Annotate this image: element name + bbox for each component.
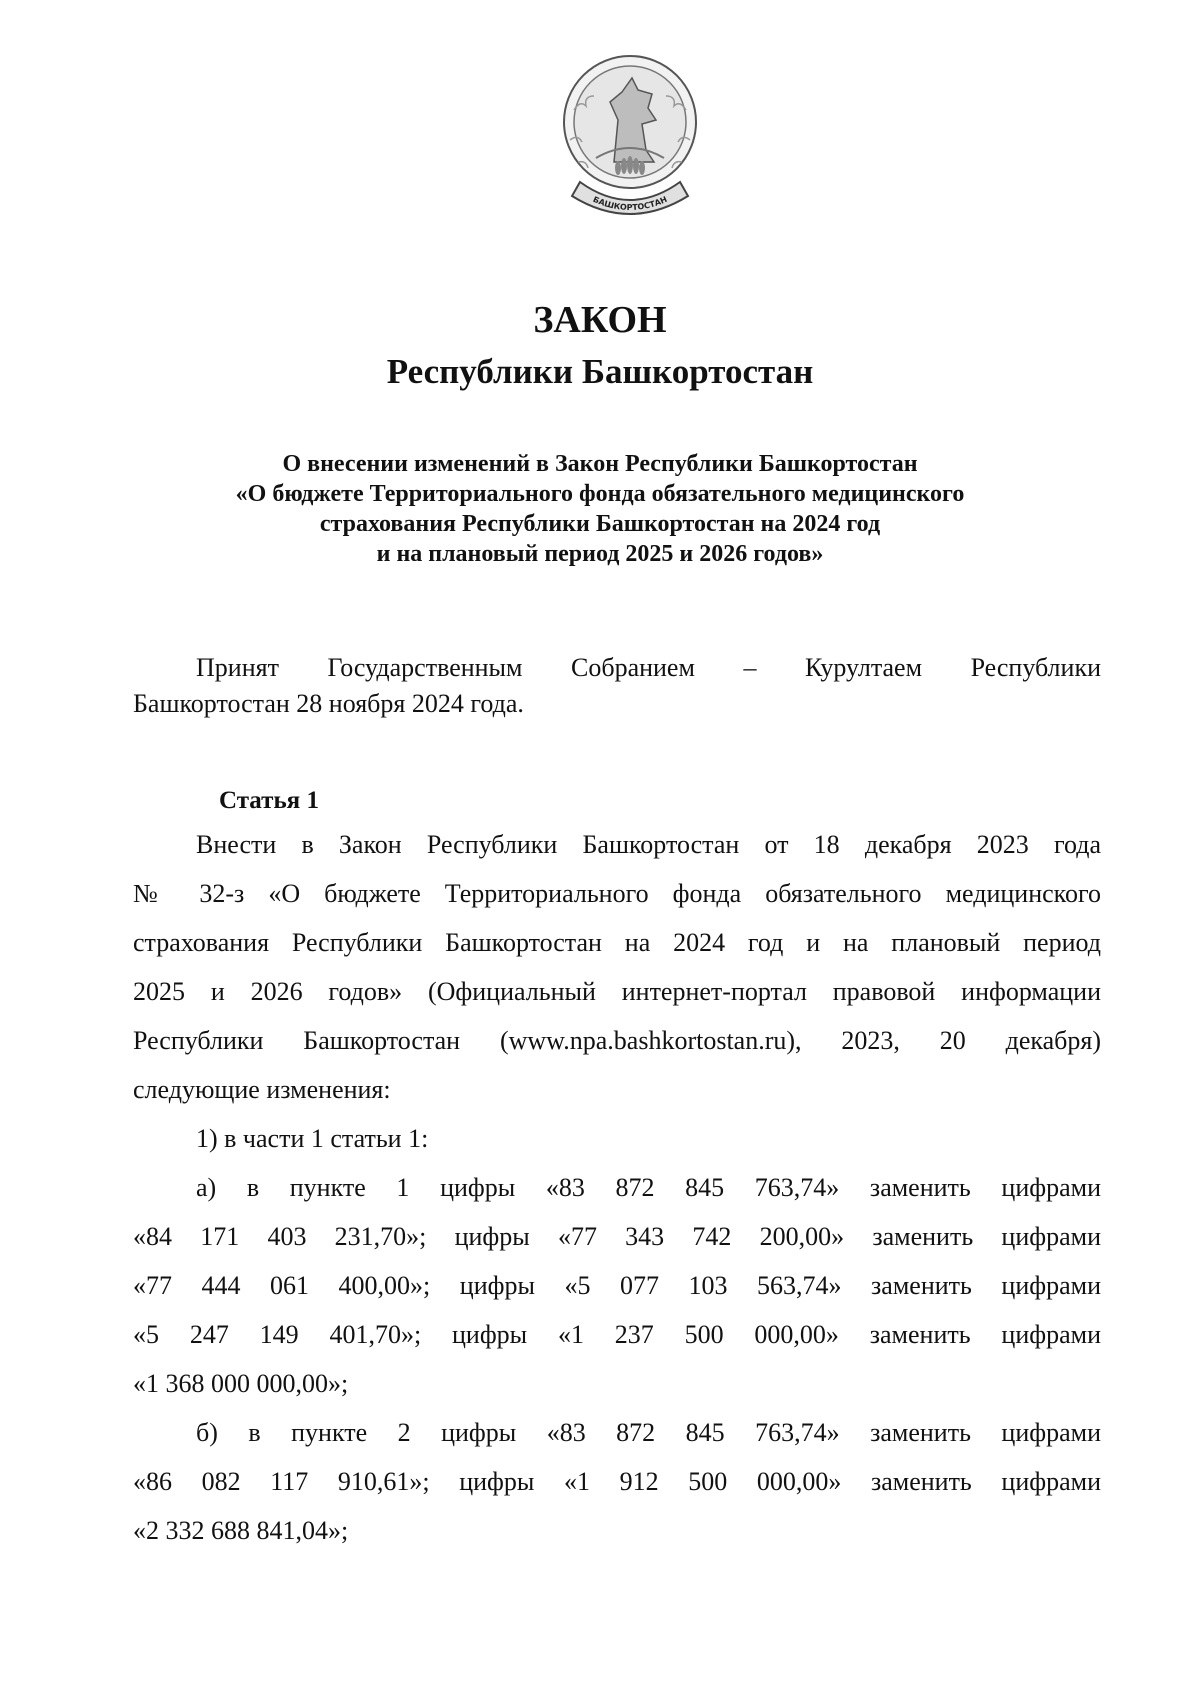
heading-line: «О бюджете Территориального фонда обязательного медицинского [235,481,965,507]
body-line: Республики Башкортостан (www.npa.bashkortostan.ru), 2023, 20 декабря) [133,1026,1101,1055]
law-heading [150,449,1050,569]
subpoint-a-line: «84 171 403 231,70»; цифры «77 343 742 200,00» заменить цифрами [133,1222,1101,1251]
heading-line: страхования Республики Башкортостан на 2024 год [319,511,881,537]
subpoint-a-line: а) в пункте 1 цифры «83 872 845 763,74» заменить цифрами [196,1173,1101,1202]
point-1: 1) в части 1 статьи 1: [196,1124,429,1153]
subpoint-b-line: «86 082 117 910,61»; цифры «1 912 500 000,00» заменить цифрами [133,1467,1101,1496]
body-line: страхования Республики Башкортостан на 2024 год и на плановый период [133,928,1101,957]
document-type-title: ЗАКОН [533,299,667,341]
heading-line: О внесении изменений в Закон Республики Башкортостан [282,451,918,477]
body-line: следующие изменения: [133,1075,391,1104]
article-body [133,820,1101,1555]
svg-text:БАШКОРТОСТАН: БАШКОРТОСТАН [591,194,669,213]
adoption-line: Башкортостан 28 ноября 2024 года. [133,689,524,718]
body-line: 2025 и 2026 годов» (Официальный интернет-портал правовой информации [133,977,1101,1006]
subpoint-b-line: б) в пункте 2 цифры «83 872 845 763,74» заменить цифрами [196,1418,1101,1447]
article-title: Статья 1 [219,787,319,814]
adoption-line: Принят Государственным Собранием – Курултаем Республики [196,653,1101,682]
subpoint-a-line: «5 247 149 401,70»; цифры «1 237 500 000,00» заменить цифрами [133,1320,1101,1349]
body-line: № 32-з «О бюджете Территориального фонда обязательного медицинского [133,879,1101,908]
subpoint-a-line: «1 368 000 000,00»; [133,1369,349,1398]
body-line: Внести в Закон Республики Башкортостан от 18 декабря 2023 года [196,830,1101,859]
issuer-title: Республики Башкортостан [386,352,814,391]
heading-line: и на плановый период 2025 и 2026 годов» [376,541,824,567]
subpoint-b-line: «2 332 688 841,04»; [133,1516,349,1545]
subpoint-a-line: «77 444 061 400,00»; цифры «5 077 103 563,74» заменить цифрами [133,1271,1101,1300]
coat-of-arms-emblem [556,50,704,224]
adoption-note [133,650,1101,722]
